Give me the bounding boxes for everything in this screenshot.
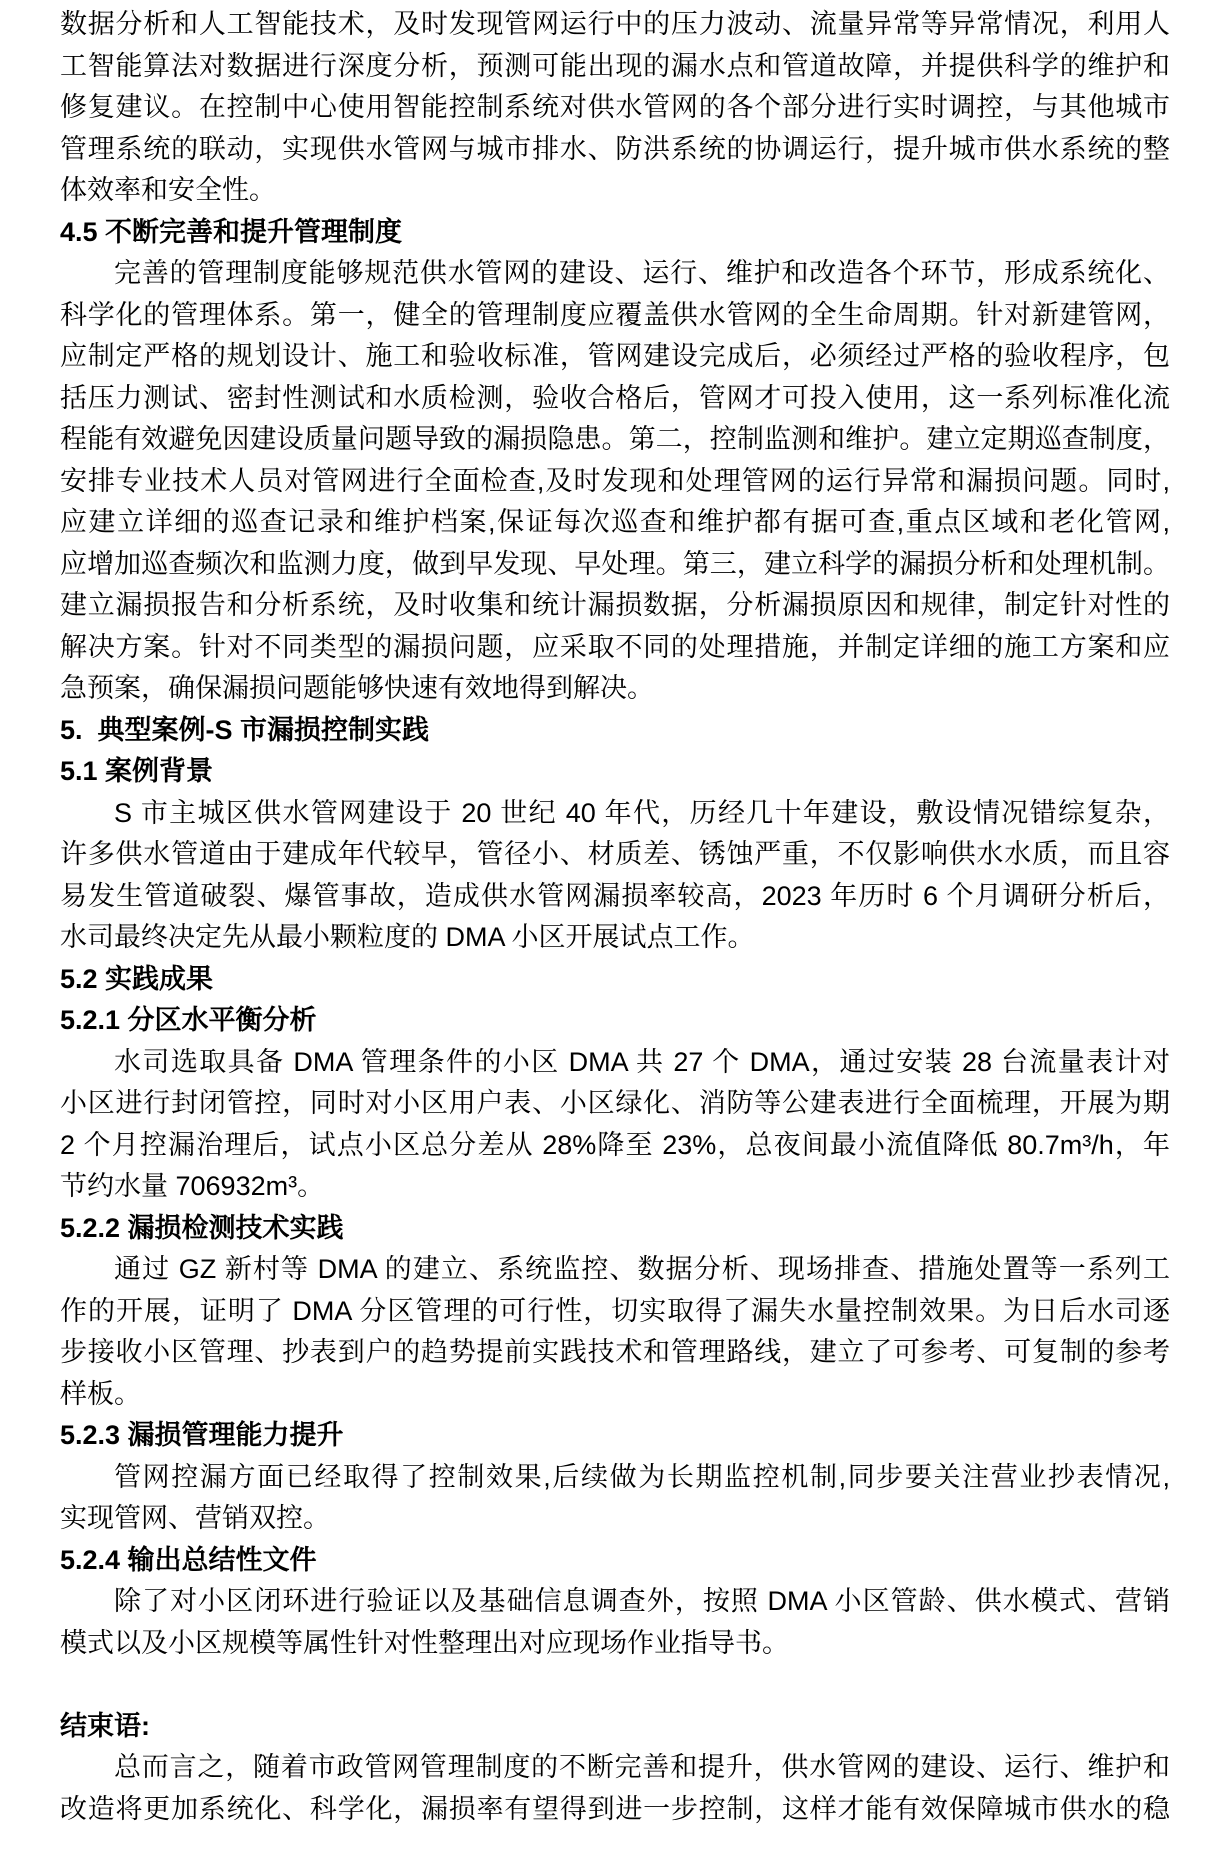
text-line: 水司选取具备 DMA 管理条件的小区 DMA 共 27 个 DMA，通过安装 28 台流量表计对 [114, 1046, 1170, 1077]
text-line: 2 个月控漏治理后，试点小区总分差从 28%降至 23%，总夜间最小流值降低 80.7m³/h，年 [60, 1129, 1170, 1160]
text-line: 改造将更加系统化、科学化，漏损率有望得到进一步控制，这样才能有效保障城市供水的稳 [60, 1793, 1170, 1824]
text-line: 工智能算法对数据进行深度分析，预测可能出现的漏水点和管道故障，并提供科学的维护和 [60, 50, 1170, 81]
text-line: 应建立详细的巡查记录和维护档案,保证每次巡查和维护都有据可查,重点区域和老化管网, [60, 507, 1170, 537]
text-line: 节约水量 706932m³。 [60, 1171, 325, 1201]
text-line: 管理系统的联动，实现供水管网与城市排水、防洪系统的协调运行，提升城市供水系统的整 [60, 133, 1170, 164]
text-line: 小区进行封闭管控，同时对小区用户表、小区绿化、消防等公建表进行全面梳理，开展为期 [60, 1088, 1170, 1118]
text-line: 括压力测试、密封性测试和水质检测，验收合格后，管网才可投入使用，这一系列标准化流 [60, 382, 1170, 413]
text-line: 易发生管道破裂、爆管事故，造成供水管网漏损率较高，2023 年历时 6 个月调研分析后， [60, 880, 1170, 911]
text-line: 步接收小区管理、抄表到户的趋势提前实践技术和管理路线，建立了可参考、可复制的参考 [60, 1337, 1170, 1367]
text-line: 水司最终决定先从最小颗粒度的 DMA 小区开展试点工作。 [60, 922, 755, 952]
heading-line: 4.5 不断完善和提升管理制度 [60, 216, 403, 247]
text-line: 总而言之，随着市政管网管理制度的不断完善和提升，供水管网的建设、运行、维护和 [114, 1752, 1170, 1782]
text-line: 应制定严格的规划设计、施工和验收标准，管网建设完成后，必须经过严格的验收程序，包 [60, 341, 1170, 371]
heading-line: 5.2.2 漏损检测技术实践 [60, 1212, 344, 1243]
heading-line: 结束语: [60, 1710, 150, 1741]
text-line: 建立漏损报告和分析系统，及时收集和统计漏损数据，分析漏损原因和规律，制定针对性的 [60, 590, 1170, 620]
text-line: 除了对小区闭环进行验证以及基础信息调查外，按照 DMA 小区管龄、供水模式、营销 [114, 1586, 1170, 1616]
heading-line: 5.1 案例背景 [60, 756, 214, 786]
text-line: 数据分析和人工智能技术，及时发现管网运行中的压力波动、流量异常等异常情况，利用人 [60, 9, 1170, 39]
heading-line: 5.2.3 漏损管理能力提升 [60, 1420, 344, 1450]
heading-line: 5.2.4 输出总结性文件 [60, 1544, 317, 1575]
text-line: 体效率和安全性。 [60, 175, 276, 205]
text-line: 实现管网、营销双控。 [60, 1503, 330, 1533]
text-line: 作的开展，证明了 DMA 分区管理的可行性，切实取得了漏失水量控制效果。为日后水司逐 [60, 1295, 1170, 1326]
text-line: S 市主城区供水管网建设于 20 世纪 40 年代，历经几十年建设，敷设情况错综复杂， [114, 797, 1170, 828]
heading-line: 5.2 实践成果 [60, 963, 214, 994]
document-body [60, 4, 1170, 1830]
text-line: 修复建议。在控制中心使用智能控制系统对供水管网的各个部分进行实时调控，与其他城市 [60, 92, 1170, 122]
text-line: 完善的管理制度能够规范供水管网的建设、运行、维护和改造各个环节，形成系统化、 [114, 258, 1170, 288]
text-line: 许多供水管道由于建成年代较早，管径小、材质差、锈蚀严重，不仅影响供水水质，而且容 [60, 839, 1170, 869]
text-line: 应增加巡查频次和监测力度，做到早发现、早处理。第三，建立科学的漏损分析和处理机制。 [60, 548, 1170, 579]
text-line: 管网控漏方面已经取得了控制效果,后续做为长期监控机制,同步要关注营业抄表情况, [114, 1461, 1170, 1492]
text-line: 急预案，确保漏损问题能够快速有效地得到解决。 [60, 673, 654, 703]
text-line: 通过 GZ 新村等 DMA 的建立、系统监控、数据分析、现场排查、措施处置等一系列工 [114, 1254, 1170, 1284]
text-line: 安排专业技术人员对管网进行全面检查,及时发现和处理管网的运行异常和漏损问题。同时, [60, 465, 1170, 496]
text-line: 样板。 [60, 1378, 141, 1409]
heading-line: 5.2.1 分区水平衡分析 [60, 1005, 317, 1035]
text-line: 模式以及小区规模等属性针对性整理出对应现场作业指导书。 [60, 1627, 789, 1658]
text-line: 程能有效避免因建设质量问题导致的漏损隐患。第二，控制监测和维护。建立定期巡查制度， [60, 424, 1170, 454]
blank-line [60, 1664, 1170, 1706]
heading-line: 5. 典型案例-S 市漏损控制实践 [60, 714, 430, 745]
text-line: 解决方案。针对不同类型的漏损问题，应采取不同的处理措施，并制定详细的施工方案和应 [60, 631, 1170, 662]
text-line: 科学化的管理体系。第一，健全的管理制度应覆盖供水管网的全生命周期。针对新建管网， [60, 299, 1170, 330]
